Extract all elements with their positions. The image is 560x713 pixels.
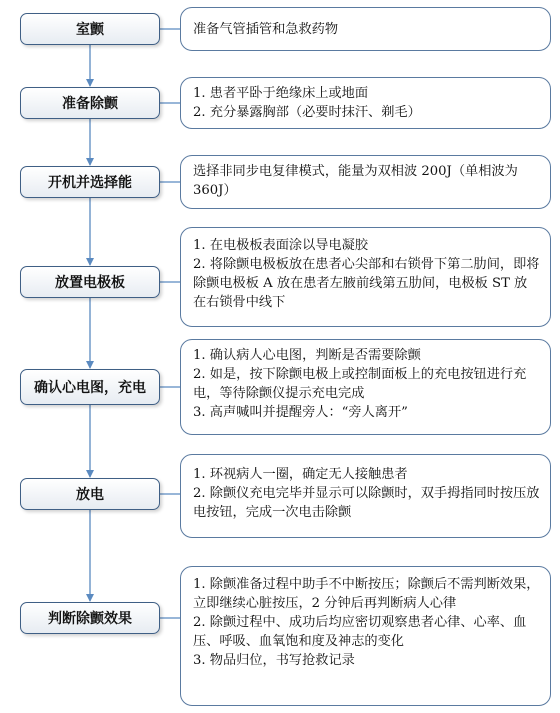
step-title: 室颤 xyxy=(76,22,104,38)
step-title: 放电 xyxy=(76,487,104,503)
desc-box-assess xyxy=(180,566,551,706)
desc-line: 2. 如是，按下除颤电极上或控制面板上的充电按钮进行充电，等待除颤仪提示充电完成 xyxy=(193,367,527,401)
desc-line: 准备气管插管和急救药物 xyxy=(193,22,339,37)
step-box-assess xyxy=(20,602,160,634)
desc-box-confirm-charge xyxy=(180,339,551,435)
step-title: 准备除颤 xyxy=(62,96,118,112)
step-box-confirm-charge xyxy=(20,369,160,405)
step-box-prepare xyxy=(20,87,160,119)
step-box-discharge xyxy=(20,478,160,510)
desc-line: 选择非同步电复律模式，能量为双相波 200J（单相波为 360J） xyxy=(193,164,518,198)
desc-line: 3. 物品归位，书写抢救记录 xyxy=(193,653,355,668)
desc-line: 2. 充分暴露胸部（必要时抹汗、剃毛） xyxy=(193,105,421,120)
desc-line: 2. 除颤过程中、成功后均应密切观察患者心律、心率、血压、呼吸、血氧饱和度及神志的变化 xyxy=(193,615,527,649)
step-title: 放置电极板 xyxy=(55,275,125,291)
step-box-paddles xyxy=(20,266,160,298)
desc-line: 1. 除颤准备过程中助手不中断按压；除颤后不需判断效果，立即继续心脏按压，2 分钟后再判断病人心律 xyxy=(193,577,540,611)
desc-line: 2. 除颤仪充电完毕并显示可以除颤时，双手拇指同时按压放电按钮，完成一次电击除颤 xyxy=(193,486,540,520)
step-box-vf xyxy=(20,13,160,45)
desc-box-paddles xyxy=(180,227,551,327)
step-title: 确认心电图，充电 xyxy=(34,380,146,396)
desc-box-power-on xyxy=(180,155,551,209)
desc-line: 2. 将除颤电极板放在患者心尖部和右锁骨下第二肋间，即将除颤电极板 A 放在患者左腋前线第五肋间，电极板 ST 放在右锁骨中线下 xyxy=(193,257,540,310)
desc-line: 1. 在电极板表面涂以导电凝胶 xyxy=(193,238,369,253)
desc-line: 1. 患者平卧于绝缘床上或地面 xyxy=(193,86,369,101)
desc-line: 1. 确认病人心电图，判断是否需要除颤 xyxy=(193,348,421,363)
desc-line: 1. 环视病人一圈，确定无人接触患者 xyxy=(193,467,408,482)
step-title: 判断除颤效果 xyxy=(48,611,132,627)
step-box-power-on xyxy=(20,166,160,198)
desc-line: 3. 高声喊叫并提醒旁人：“旁人离开” xyxy=(193,405,408,420)
step-title: 开机并选择能 xyxy=(48,175,132,191)
desc-box-vf xyxy=(180,7,551,51)
desc-box-discharge xyxy=(180,454,551,538)
desc-box-prepare xyxy=(180,77,551,129)
